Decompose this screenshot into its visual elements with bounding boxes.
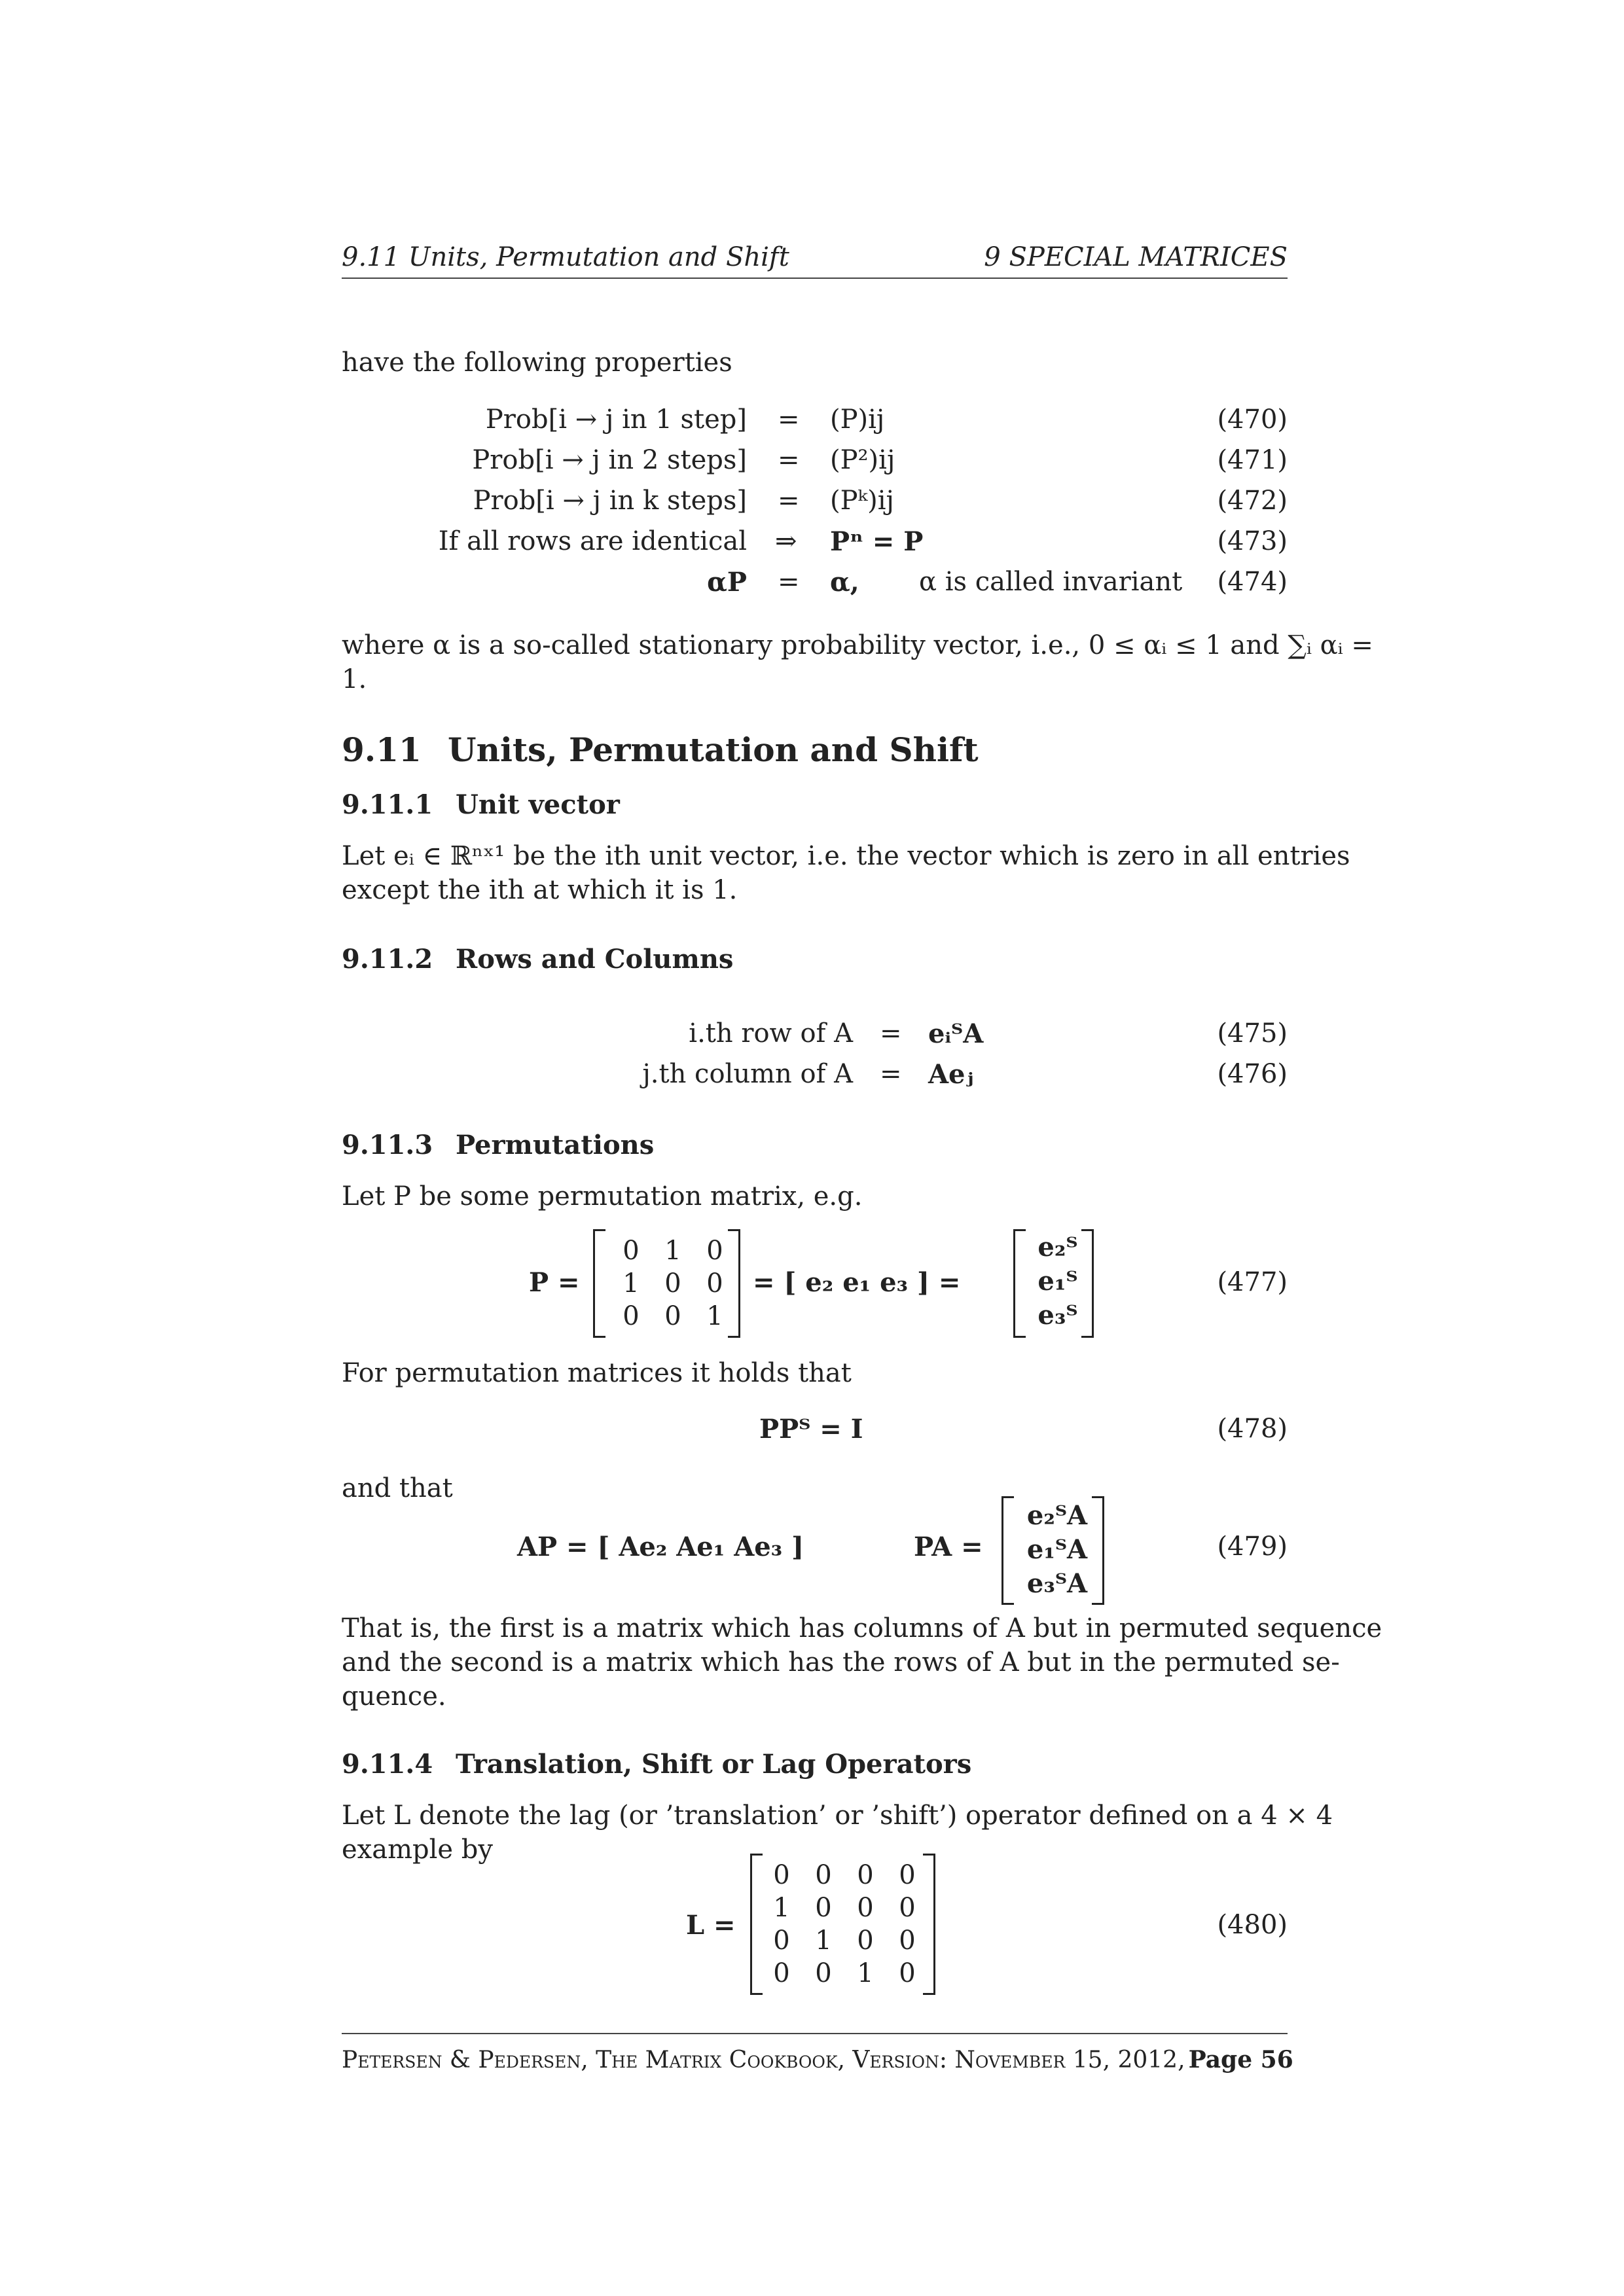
section-title: Units, Permutation and Shift — [448, 730, 979, 769]
matrix-cell: 0 — [857, 1893, 874, 1923]
matrix-cell: 0 — [773, 1926, 790, 1956]
eq474-note: α is called invariant — [919, 567, 1183, 597]
eq479-number: (479) — [1217, 1532, 1288, 1562]
eq471-number: (471) — [1217, 445, 1288, 475]
eq470-lhs: Prob[i → j in 1 step] — [485, 404, 747, 435]
eq480-right-bracket — [923, 1854, 935, 1995]
eq472-number: (472) — [1217, 486, 1288, 516]
intro-text: have the following properties — [342, 348, 732, 378]
subsection-9-11-1-title: Unit vector — [456, 789, 620, 820]
stationary-text-line2: 1. — [342, 664, 367, 694]
eq477-col-right-bracket — [1081, 1229, 1094, 1338]
unit-vector-text-line1: Let eᵢ ∈ ℝⁿˣ¹ be the ith unit vector, i.e. the vector which is zero in all entries — [342, 841, 1350, 871]
eq477-lhs: P = — [529, 1267, 580, 1298]
eq479-column-vector — [1015, 1499, 1100, 1601]
column-entry: e₂ᵀA — [1026, 1500, 1088, 1531]
eq477-right-bracket — [728, 1229, 740, 1338]
matrix-cell: 0 — [857, 1926, 874, 1956]
eq472-rhs: (Pᵏ)ij — [830, 486, 894, 516]
eq477-matrix — [607, 1234, 738, 1333]
eq475-lhs: i.th row of A — [689, 1018, 853, 1049]
eq478-expression: PPᵀ = I — [759, 1414, 863, 1444]
matrix-row — [607, 1267, 738, 1300]
running-header-right: 9 SPECIAL MATRICES — [984, 242, 1288, 272]
footer-citation: Petersen & Pedersen, The Matrix Cookbook, Version: November 15, 2012, — [342, 2047, 1185, 2073]
matrix-cell: 0 — [899, 1893, 916, 1923]
that-is-line2: and the second is a matrix which has the rows of A but in the permuted se- — [342, 1647, 1340, 1677]
that-is-line3: quence. — [342, 1681, 446, 1712]
eq477-number: (477) — [1217, 1267, 1288, 1297]
eq477-left-bracket — [593, 1229, 605, 1338]
matrix-cell: 0 — [706, 1236, 723, 1266]
holds-text: For permutation matrices it holds that — [342, 1358, 852, 1388]
matrix-cell: 0 — [899, 1860, 916, 1890]
matrix-cell: 0 — [623, 1301, 640, 1331]
column-entry: e₂ᵀ — [1038, 1232, 1078, 1263]
eq474-number: (474) — [1217, 567, 1288, 597]
eq473-rhs: Pⁿ = P — [830, 526, 924, 557]
eq477-col-left-bracket — [1013, 1229, 1026, 1338]
matrix-cell: 1 — [815, 1926, 832, 1956]
eq477-column-vector — [1025, 1230, 1091, 1333]
eq476-lhs: j.th column of A — [642, 1059, 853, 1089]
column-entry: e₃ᵀA — [1026, 1568, 1088, 1599]
footer-page-number: Page 56 — [1188, 2046, 1293, 2073]
matrix-cell: 1 — [706, 1301, 723, 1331]
column-entry: e₃ᵀ — [1038, 1300, 1078, 1331]
eq473-lhs: If all rows are identical — [438, 526, 747, 556]
matrix-row — [761, 1859, 928, 1892]
matrix-cell: 0 — [706, 1268, 723, 1299]
eq475-rhs: eᵢᵀA — [928, 1018, 984, 1049]
subsection-9-11-2-title: Rows and Columns — [456, 944, 734, 975]
matrix-row — [761, 1957, 928, 1990]
eq480-lhs: L = — [686, 1910, 736, 1941]
subsection-9-11-4-number: 9.11.4 — [342, 1749, 433, 1780]
matrix-cell: 1 — [623, 1268, 640, 1299]
eq473-op: ⇒ — [775, 526, 797, 556]
matrix-cell: 1 — [664, 1236, 681, 1266]
matrix-cell: 0 — [815, 1958, 832, 1988]
column-entry: e₁ᵀA — [1026, 1534, 1088, 1565]
matrix-cell: 1 — [773, 1893, 790, 1923]
eq479-ap: AP = [ Ae₂ Ae₁ Ae₃ ] — [517, 1532, 804, 1562]
and-that-text: and that — [342, 1473, 453, 1503]
matrix-cell: 0 — [773, 1860, 790, 1890]
that-is-line1: That is, the first is a matrix which has columns of A but in permuted sequence — [342, 1613, 1382, 1643]
eq471-op: = — [778, 445, 800, 475]
eq479-pa: PA = — [914, 1532, 983, 1562]
eq473-number: (473) — [1217, 526, 1288, 556]
eq475-op: = — [880, 1018, 902, 1049]
eq480-matrix — [761, 1859, 928, 1990]
footer-rule — [342, 2033, 1288, 2034]
eq478-number: (478) — [1217, 1414, 1288, 1444]
eq477-middle: = [ e₂ e₁ e₃ ] = — [753, 1267, 961, 1298]
matrix-cell: 0 — [664, 1301, 681, 1331]
matrix-cell: 0 — [815, 1893, 832, 1923]
eq472-lhs: Prob[i → j in k steps] — [473, 486, 747, 516]
subsection-9-11-3-title: Permutations — [456, 1130, 655, 1160]
header-rule — [342, 278, 1288, 279]
running-header-left: 9.11 Units, Permutation and Shift — [342, 242, 789, 272]
eq474-rhs: α, — [830, 567, 859, 598]
matrix-row — [761, 1892, 928, 1924]
matrix-cell: 0 — [623, 1236, 640, 1266]
subsection-9-11-4-title: Translation, Shift or Lag Operators — [456, 1749, 972, 1780]
matrix-cell: 0 — [899, 1926, 916, 1956]
matrix-row — [761, 1924, 928, 1957]
eq476-rhs: Aeⱼ — [928, 1059, 974, 1090]
column-entry: e₁ᵀ — [1038, 1266, 1078, 1297]
matrix-cell: 0 — [899, 1958, 916, 1988]
lag-text-line2: example by — [342, 1835, 493, 1865]
subsection-9-11-3-number: 9.11.3 — [342, 1130, 433, 1160]
subsection-9-11-1-number: 9.11.1 — [342, 789, 433, 820]
subsection-9-11-2-number: 9.11.2 — [342, 944, 433, 975]
eq475-number: (475) — [1217, 1018, 1288, 1049]
eq476-op: = — [880, 1059, 902, 1089]
eq479-right-bracket — [1092, 1496, 1104, 1605]
eq470-op: = — [778, 404, 800, 435]
matrix-row — [607, 1234, 738, 1267]
eq471-rhs: (P²)ij — [830, 445, 895, 475]
eq476-number: (476) — [1217, 1059, 1288, 1089]
eq471-lhs: Prob[i → j in 2 steps] — [472, 445, 747, 475]
permutation-intro-text: Let P be some permutation matrix, e.g. — [342, 1181, 863, 1211]
matrix-cell: 1 — [857, 1958, 874, 1988]
section-number: 9.11 — [342, 730, 422, 769]
eq474-lhs: αP — [707, 567, 747, 598]
matrix-row — [607, 1300, 738, 1333]
eq472-op: = — [778, 486, 800, 516]
eq480-number: (480) — [1217, 1910, 1288, 1940]
eq470-number: (470) — [1217, 404, 1288, 435]
eq479-left-bracket — [1001, 1496, 1014, 1605]
matrix-cell: 0 — [815, 1860, 832, 1890]
lag-text-line1: Let L denote the lag (or ’translation’ or ’shift’) operator defined on a 4 × 4 — [342, 1801, 1333, 1831]
unit-vector-text-line2: except the ith at which it is 1. — [342, 875, 738, 905]
matrix-cell: 0 — [773, 1958, 790, 1988]
matrix-cell: 0 — [857, 1860, 874, 1890]
eq474-op: = — [778, 567, 800, 597]
stationary-text-line1: where α is a so-called stationary probability vector, i.e., 0 ≤ αᵢ ≤ 1 and ∑ᵢ αᵢ = — [342, 630, 1373, 660]
footer — [342, 2046, 1293, 2073]
eq470-rhs: (P)ij — [830, 404, 885, 435]
matrix-cell: 0 — [664, 1268, 681, 1299]
